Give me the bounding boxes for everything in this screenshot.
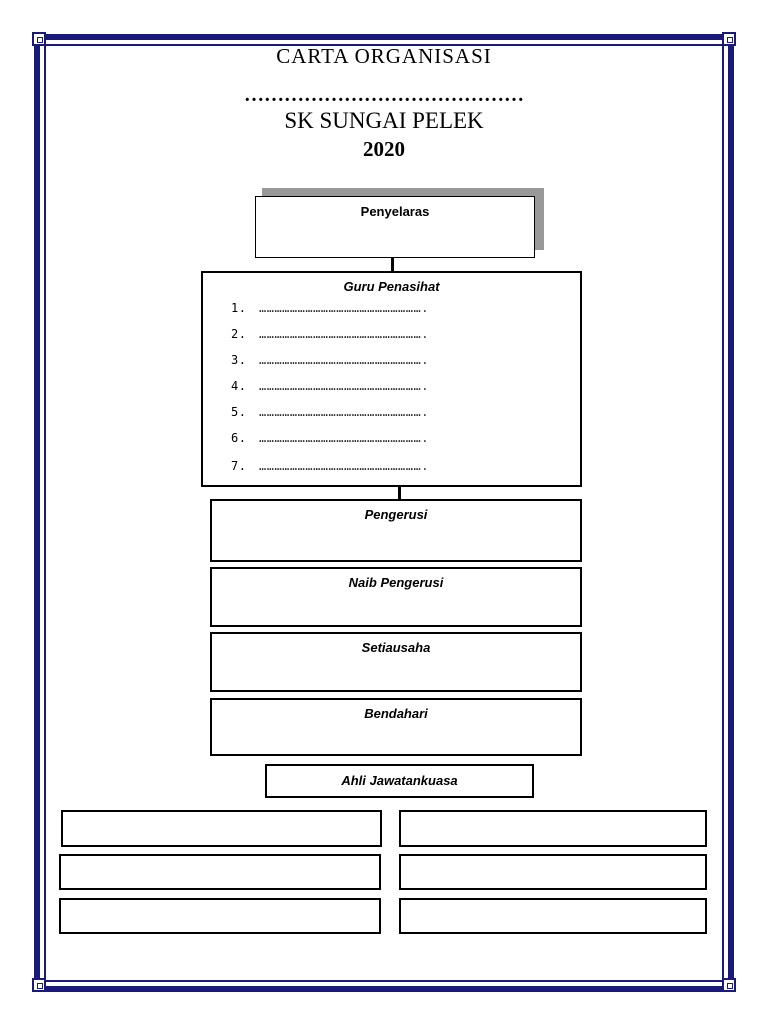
chairman-box	[210, 499, 582, 562]
secretary-box	[210, 632, 582, 692]
committee-member-box	[399, 810, 707, 847]
list-item: 3. ……………………………………………………….	[231, 353, 429, 367]
treasurer-box	[210, 698, 582, 756]
advisors-box	[201, 271, 582, 487]
vice-chairman-label: Naib Pengerusi	[348, 575, 444, 590]
treasurer-label: Bendahari	[364, 706, 428, 721]
committee-member-box	[399, 854, 707, 890]
list-item: 2. ……………………………………………………….	[231, 327, 429, 341]
coordinator-label: Penyelaras	[360, 204, 430, 219]
committee-member-box	[399, 898, 707, 934]
advisors-title: Guru Penasihat	[343, 279, 440, 294]
corner-ornament-bottom-left	[32, 978, 46, 992]
year-label: 2020	[363, 137, 405, 161]
list-item: 7. ……………………………………………………….	[231, 459, 429, 473]
chairman-label: Pengerusi	[364, 507, 428, 522]
committee-member-box	[59, 898, 381, 934]
list-item: 1. ……………………………………………………….	[231, 301, 429, 315]
list-item: 5. ……………………………………………………….	[231, 405, 429, 419]
committee-member-box	[61, 810, 382, 847]
document-title: CARTA ORGANISASI	[276, 44, 492, 66]
connector-line-2	[398, 486, 401, 500]
committee-label: Ahli Jawatankuasa	[341, 773, 458, 788]
school-name: SK SUNGAI PELEK	[284, 108, 484, 133]
coordinator-box	[255, 196, 535, 258]
committee-member-box	[59, 854, 381, 890]
corner-ornament-bottom-right	[722, 978, 736, 992]
fill-in-dotted-line: ……………………………………	[244, 84, 524, 106]
secretary-label: Setiausaha	[361, 640, 431, 655]
vice-chairman-box	[210, 567, 582, 627]
list-item: 6. ……………………………………………………….	[231, 431, 429, 445]
connector-line-1	[391, 258, 394, 272]
committee-box	[265, 764, 534, 798]
list-item: 4. ……………………………………………………….	[231, 379, 429, 393]
